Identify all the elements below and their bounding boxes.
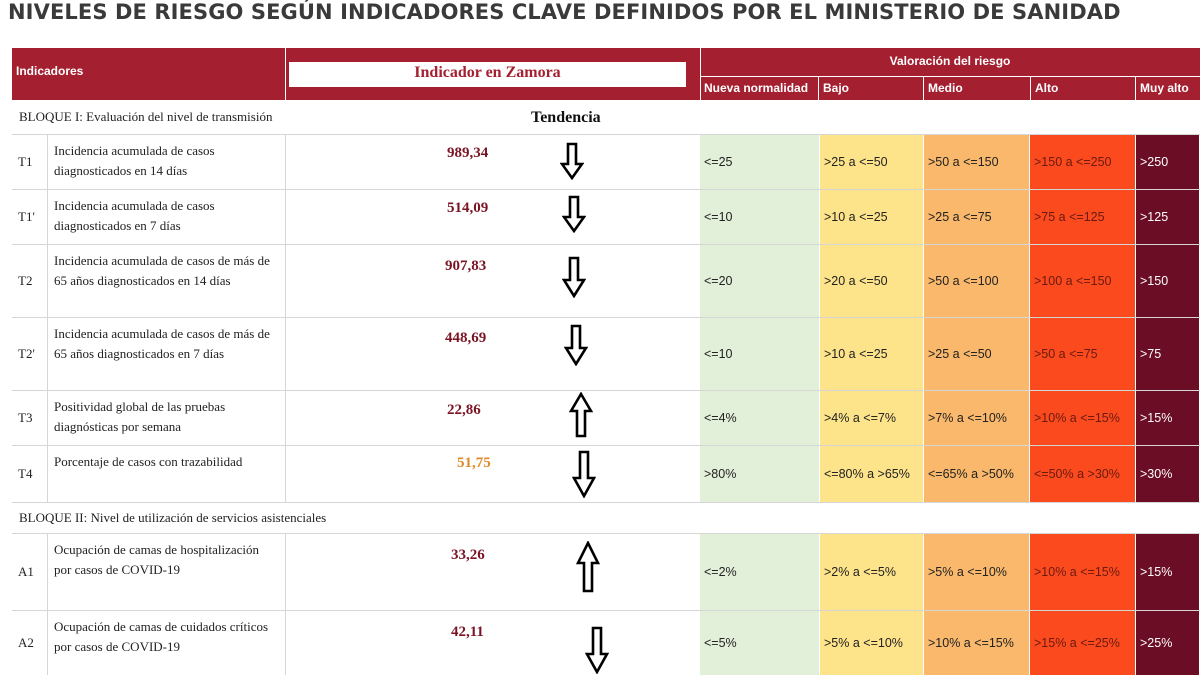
table-row	[12, 134, 1200, 189]
level-alto: >10% a <=15%	[1030, 391, 1136, 445]
level-muy-alto: >125	[1136, 190, 1200, 244]
indicator-code: A2	[12, 611, 48, 675]
header-indicador-zamora: Indicador en Zamora	[289, 62, 686, 87]
indicator-code: T1'	[12, 190, 48, 244]
level-nueva-normalidad: <=5%	[700, 611, 820, 675]
header-cat-bajo: Bajo	[823, 81, 850, 95]
level-nueva-normalidad: <=10	[700, 190, 820, 244]
indicator-code: T3	[12, 391, 48, 445]
level-medio: >25 a <=50	[924, 318, 1030, 390]
level-medio: >25 a <=75	[924, 190, 1030, 244]
indicator-name: Incidencia acumulada de casos diagnosticados en 14 días	[48, 135, 286, 189]
level-medio: <=65% a >50%	[924, 446, 1030, 502]
level-bajo: >5% a <=10%	[820, 611, 924, 675]
level-nueva-normalidad: <=10	[700, 318, 820, 390]
level-muy-alto: >15%	[1136, 534, 1200, 610]
level-alto: >75 a <=125	[1030, 190, 1136, 244]
arrow-down-icon	[562, 195, 588, 238]
indicator-code: T2	[12, 245, 48, 317]
zamora-value: 448,69	[445, 330, 487, 346]
table-row	[12, 244, 1200, 317]
arrow-up-icon	[569, 392, 595, 443]
zamora-value: 989,34	[447, 145, 489, 161]
header-cat-nueva-normalidad: Nueva normalidad	[704, 81, 809, 95]
indicator-name: Positividad global de las pruebas diagnósticas por semana	[48, 391, 286, 445]
table-row	[12, 317, 1200, 390]
level-medio: >50 a <=100	[924, 245, 1030, 317]
indicator-code: T4	[12, 446, 48, 502]
arrow-down-icon	[562, 256, 588, 303]
header-cat-alto: Alto	[1035, 81, 1059, 95]
zamora-value: 33,26	[451, 547, 485, 563]
zamora-value: 907,83	[445, 258, 487, 274]
indicator-code: A1	[12, 534, 48, 610]
level-alto: >50 a <=75	[1030, 318, 1136, 390]
indicator-name: Ocupación de camas de hospitalización por casos de COVID-19	[48, 534, 286, 610]
table-row	[12, 533, 1200, 610]
page-title: NIVELES DE RIESGO SEGÚN INDICADORES CLAVE DEFINIDOS POR EL MINISTERIO DE SANIDAD	[8, 0, 1121, 24]
tendencia-label: Tendencia	[531, 109, 601, 126]
indicator-name: Incidencia acumulada de casos diagnosticados en 7 días	[48, 190, 286, 244]
level-alto: >10% a <=15%	[1030, 534, 1136, 610]
level-nueva-normalidad: >80%	[700, 446, 820, 502]
zamora-value: 22,86	[447, 402, 481, 418]
level-alto: >150 a <=250	[1030, 135, 1136, 189]
header-cat-muy-alto: Muy alto	[1140, 81, 1189, 95]
level-muy-alto: >250	[1136, 135, 1200, 189]
table-row	[12, 445, 1200, 502]
arrow-down-icon	[564, 324, 590, 371]
indicator-code: T1	[12, 135, 48, 189]
header-divider	[285, 48, 286, 100]
table-row	[12, 390, 1200, 445]
level-muy-alto: >25%	[1136, 611, 1200, 675]
level-alto: >15% a <=25%	[1030, 611, 1136, 675]
level-bajo: >10 a <=25	[820, 318, 924, 390]
header-valoracion: Valoración del riesgo	[889, 54, 1011, 68]
level-nueva-normalidad: <=25	[700, 135, 820, 189]
indicator-name: Incidencia acumulada de casos de más de 65 años diagnosticados en 7 días	[48, 318, 286, 390]
arrow-down-icon	[560, 142, 586, 185]
level-alto: <=50% a >30%	[1030, 446, 1136, 502]
indicator-name: Porcentaje de casos con trazabilidad	[48, 446, 286, 502]
level-muy-alto: >30%	[1136, 446, 1200, 502]
level-nueva-normalidad: <=2%	[700, 534, 820, 610]
level-bajo: >10 a <=25	[820, 190, 924, 244]
indicator-code: T2'	[12, 318, 48, 390]
block-2-heading: BLOQUE II: Nivel de utilización de servicios asistenciales	[12, 502, 1200, 533]
level-nueva-normalidad: <=20	[700, 245, 820, 317]
indicator-name: Incidencia acumulada de casos de más de 65 años diagnosticados en 14 días	[48, 245, 286, 317]
level-muy-alto: >75	[1136, 318, 1200, 390]
level-bajo: >4% a <=7%	[820, 391, 924, 445]
zamora-value: 514,09	[447, 200, 489, 216]
header-indicadores: Indicadores	[16, 64, 84, 78]
level-bajo: <=80% a >65%	[820, 446, 924, 502]
level-bajo: >2% a <=5%	[820, 534, 924, 610]
level-medio: >5% a <=10%	[924, 534, 1030, 610]
header-cat-medio: Medio	[928, 81, 963, 95]
arrow-up-icon	[576, 541, 602, 598]
level-medio: >7% a <=10%	[924, 391, 1030, 445]
zamora-value: 42,11	[451, 624, 484, 640]
zamora-value: 51,75	[457, 455, 491, 471]
level-alto: >100 a <=150	[1030, 245, 1136, 317]
table-row	[12, 189, 1200, 244]
block-1-heading: BLOQUE I: Evaluación del nivel de transmisión	[12, 104, 1200, 134]
arrow-down-icon	[585, 626, 611, 679]
level-muy-alto: >15%	[1136, 391, 1200, 445]
level-bajo: >20 a <=50	[820, 245, 924, 317]
level-medio: >10% a <=15%	[924, 611, 1030, 675]
level-medio: >50 a <=150	[924, 135, 1030, 189]
level-muy-alto: >150	[1136, 245, 1200, 317]
level-nueva-normalidad: <=4%	[700, 391, 820, 445]
arrow-down-icon	[572, 450, 598, 503]
indicator-name: Ocupación de camas de cuidados críticos por casos de COVID-19	[48, 611, 286, 675]
level-bajo: >25 a <=50	[820, 135, 924, 189]
